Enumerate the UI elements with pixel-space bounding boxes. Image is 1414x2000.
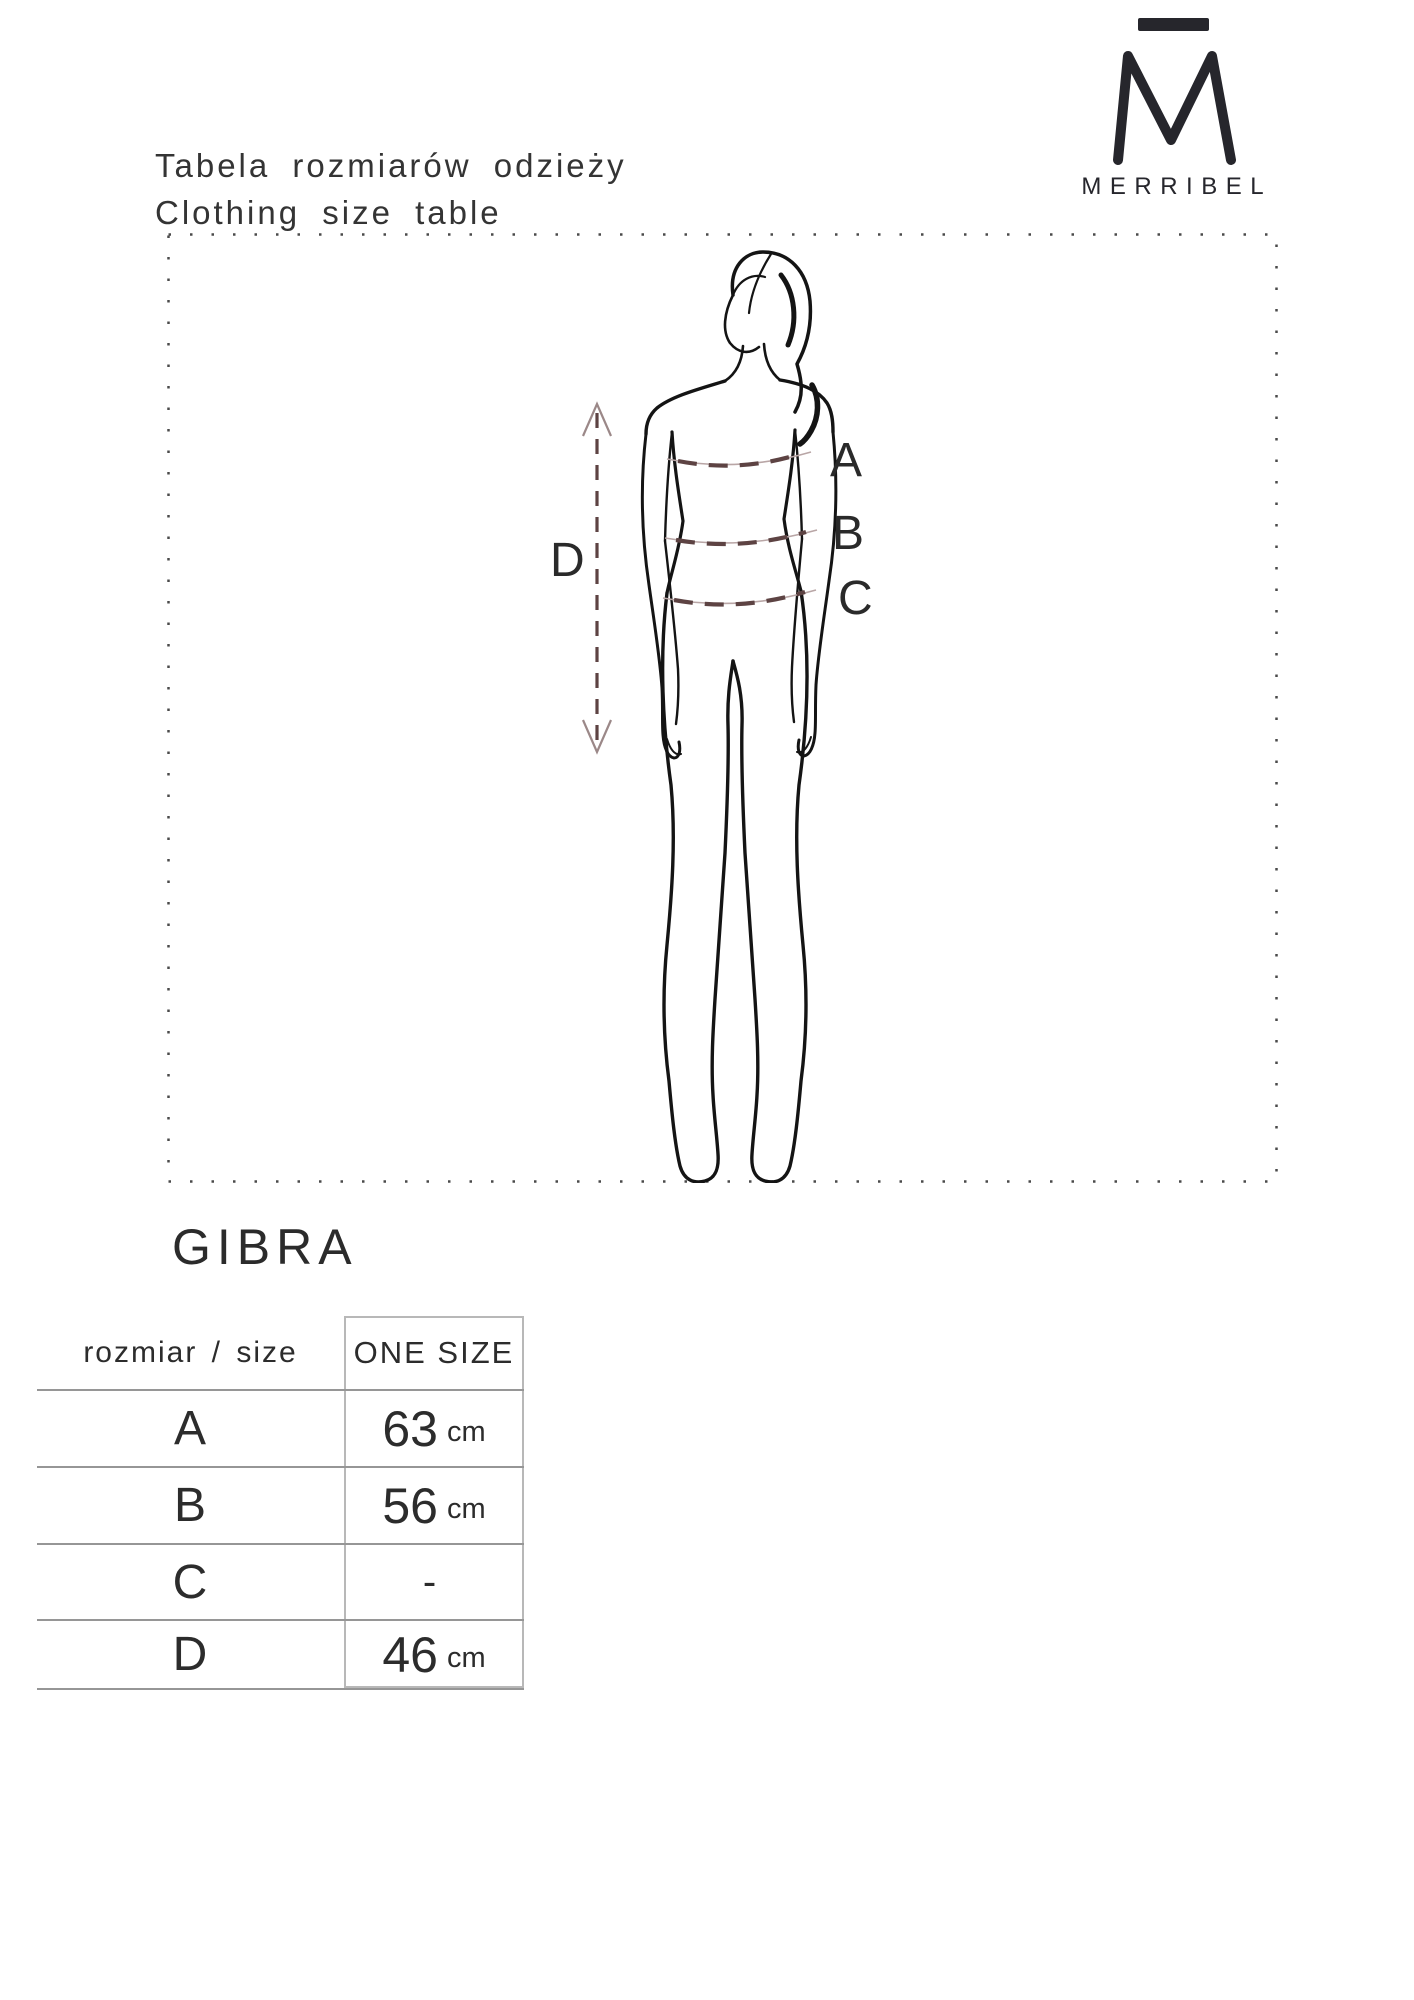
brand-logo <box>1050 16 1295 201</box>
diagram-label-c: C <box>838 572 873 625</box>
row-label-a: A <box>173 1402 207 1455</box>
dotted-frame <box>169 235 1277 1182</box>
value-number: 46 <box>382 1626 438 1683</box>
diagram-label-b: B <box>832 507 865 560</box>
value-unit: cm <box>446 1642 486 1674</box>
figure-drawing <box>642 252 835 1182</box>
measurement-lines <box>583 404 817 752</box>
measurement-diagram <box>167 233 1278 1183</box>
row-value-d <box>344 1621 524 1688</box>
product-name: GIBRA <box>172 1219 358 1275</box>
value-unit: cm <box>446 1416 486 1448</box>
m-macron-logo-icon <box>1110 16 1236 166</box>
row-label-c: C <box>172 1555 209 1609</box>
row-value-a <box>344 1391 524 1466</box>
value-number: 63 <box>382 1400 438 1457</box>
row-value-b <box>344 1468 524 1543</box>
value-number: 56 <box>382 1477 438 1534</box>
value-unit: cm <box>446 1493 486 1525</box>
page-title <box>155 142 627 236</box>
diagram-label-d: D <box>550 534 585 587</box>
table-line <box>37 1688 524 1690</box>
diagram-label-a: A <box>830 434 863 487</box>
row-label-b: B <box>173 1479 207 1532</box>
row-value-c <box>344 1545 524 1619</box>
value-number: - <box>422 1559 437 1604</box>
brand-name: MERRIBEL <box>1081 173 1273 200</box>
column-header: ONE SIZE <box>353 1335 515 1370</box>
page-title-line-pl: Tabela rozmiarów odzieży <box>155 147 627 184</box>
page-title-line-en: Clothing size table <box>155 194 502 231</box>
row-header: rozmiar / size <box>83 1336 298 1369</box>
row-label-d: D <box>172 1628 209 1681</box>
